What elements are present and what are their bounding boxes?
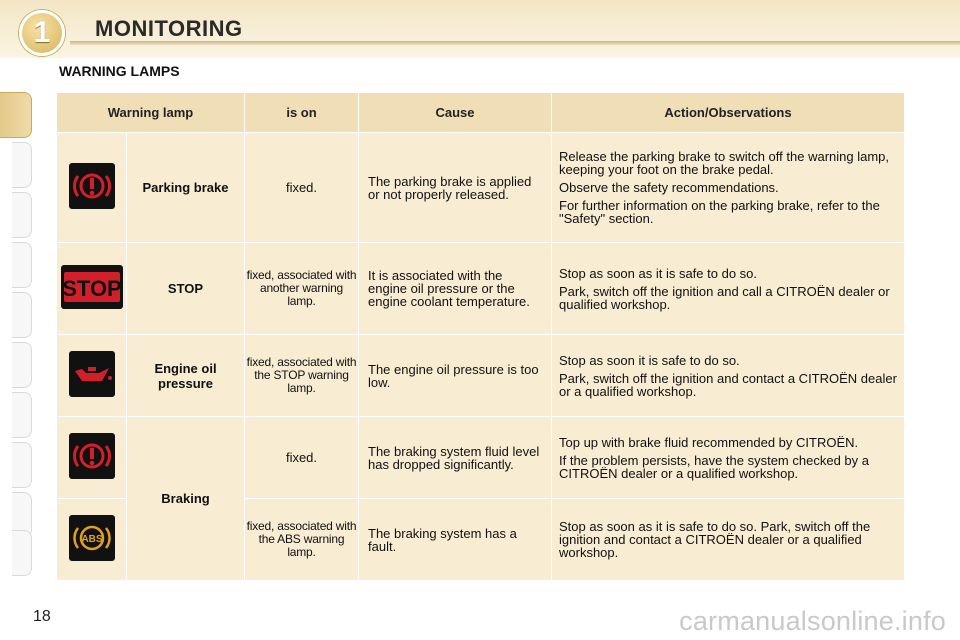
cause-text: The braking system has a fault. bbox=[359, 499, 552, 581]
table-header-row bbox=[57, 93, 905, 133]
svg-text:STOP: STOP bbox=[61, 276, 122, 301]
cause-text: The engine oil pressure is too low. bbox=[359, 335, 552, 417]
column-header-is-on: is on bbox=[245, 93, 359, 133]
table-row bbox=[57, 417, 905, 499]
page-title: MONITORING bbox=[95, 16, 243, 41]
column-header-cause: Cause bbox=[359, 93, 552, 133]
side-tab-3[interactable] bbox=[12, 192, 32, 238]
parking-brake-icon bbox=[69, 163, 115, 209]
action-text bbox=[552, 335, 905, 417]
action-line: For further information on the parking brake, refer to the "Safety" section. bbox=[559, 198, 880, 226]
side-tab-1[interactable] bbox=[0, 92, 32, 138]
lamp-name: Engine oil pressure bbox=[127, 335, 245, 417]
warning-lamps-table bbox=[56, 92, 905, 581]
cause-text: It is associated with the engine oil pressure or the engine coolant temperature. bbox=[359, 243, 552, 335]
svg-text:ABS: ABS bbox=[80, 534, 103, 545]
lamp-name: Parking brake bbox=[127, 133, 245, 243]
action-line: Stop as soon as it is safe to do so. bbox=[559, 265, 758, 281]
side-tab-2[interactable] bbox=[12, 142, 32, 188]
is-on-text: fixed. bbox=[245, 417, 359, 499]
action-line: Park, switch off the ignition and call a CITROËN dealer or qualified workshop. bbox=[559, 283, 890, 312]
lamp-name: STOP bbox=[127, 243, 245, 335]
action-text bbox=[552, 133, 905, 243]
action-text bbox=[552, 499, 905, 581]
action-line: Stop as soon it is safe to do so. bbox=[559, 352, 740, 368]
lamp-cell bbox=[57, 335, 127, 417]
table-row bbox=[57, 243, 905, 335]
lamp-cell bbox=[57, 243, 127, 335]
action-line: Observe the safety recommendations. bbox=[559, 180, 779, 195]
lamp-cell bbox=[57, 133, 127, 243]
oil-can-icon bbox=[69, 351, 115, 397]
side-tab-7[interactable] bbox=[12, 392, 32, 438]
lamp-cell bbox=[57, 417, 127, 499]
action-text bbox=[552, 243, 905, 335]
action-line: Park, switch off the ignition and contact a CITROËN dealer or a qualified workshop. bbox=[559, 370, 897, 399]
lamp-name: Braking bbox=[127, 417, 245, 581]
side-tab-5[interactable] bbox=[12, 292, 32, 338]
stop-icon bbox=[61, 265, 123, 309]
column-header-warning-lamp: Warning lamp bbox=[57, 93, 245, 133]
brake-warning-icon bbox=[69, 433, 115, 479]
side-tab-10[interactable] bbox=[12, 530, 32, 576]
abs-icon bbox=[69, 515, 115, 561]
cause-text: The parking brake is applied or not properly released. bbox=[359, 133, 552, 243]
action-text bbox=[552, 417, 905, 499]
is-on-text: fixed. bbox=[245, 133, 359, 243]
action-line: If the problem persists, have the system checked by a CITROËN dealer or a qualified workshop. bbox=[559, 452, 869, 481]
action-line: Release the parking brake to switch off the warning lamp, keeping your foot on the brake pedal. bbox=[559, 149, 889, 177]
side-tab-4[interactable] bbox=[12, 242, 32, 288]
lamp-cell bbox=[57, 499, 127, 581]
side-tab-8[interactable] bbox=[12, 442, 32, 488]
is-on-text: fixed, associated with the STOP warning lamp. bbox=[245, 335, 359, 417]
column-header-action: Action/Observations bbox=[552, 93, 905, 133]
side-tab-strip bbox=[0, 64, 34, 576]
watermark: carmanualsonline.info bbox=[679, 606, 946, 636]
action-line: Stop as soon as it is safe to do so. Park, switch off the ignition and contact a CITROËN dealer or a qualified workshop. bbox=[559, 519, 871, 560]
action-line: Top up with brake fluid recommended by CITROËN. bbox=[559, 434, 859, 450]
is-on-text: fixed, associated with another warning lamp. bbox=[245, 243, 359, 335]
table-row bbox=[57, 335, 905, 417]
table-row bbox=[57, 133, 905, 243]
section-title: WARNING LAMPS bbox=[59, 63, 180, 79]
side-tab-6[interactable] bbox=[12, 342, 32, 388]
chapter-badge: 1 bbox=[19, 10, 65, 56]
cause-text: The braking system fluid level has dropped significantly. bbox=[359, 417, 552, 499]
is-on-text: fixed, associated with the ABS warning lamp. bbox=[245, 499, 359, 581]
page-number: 18 bbox=[33, 608, 51, 625]
